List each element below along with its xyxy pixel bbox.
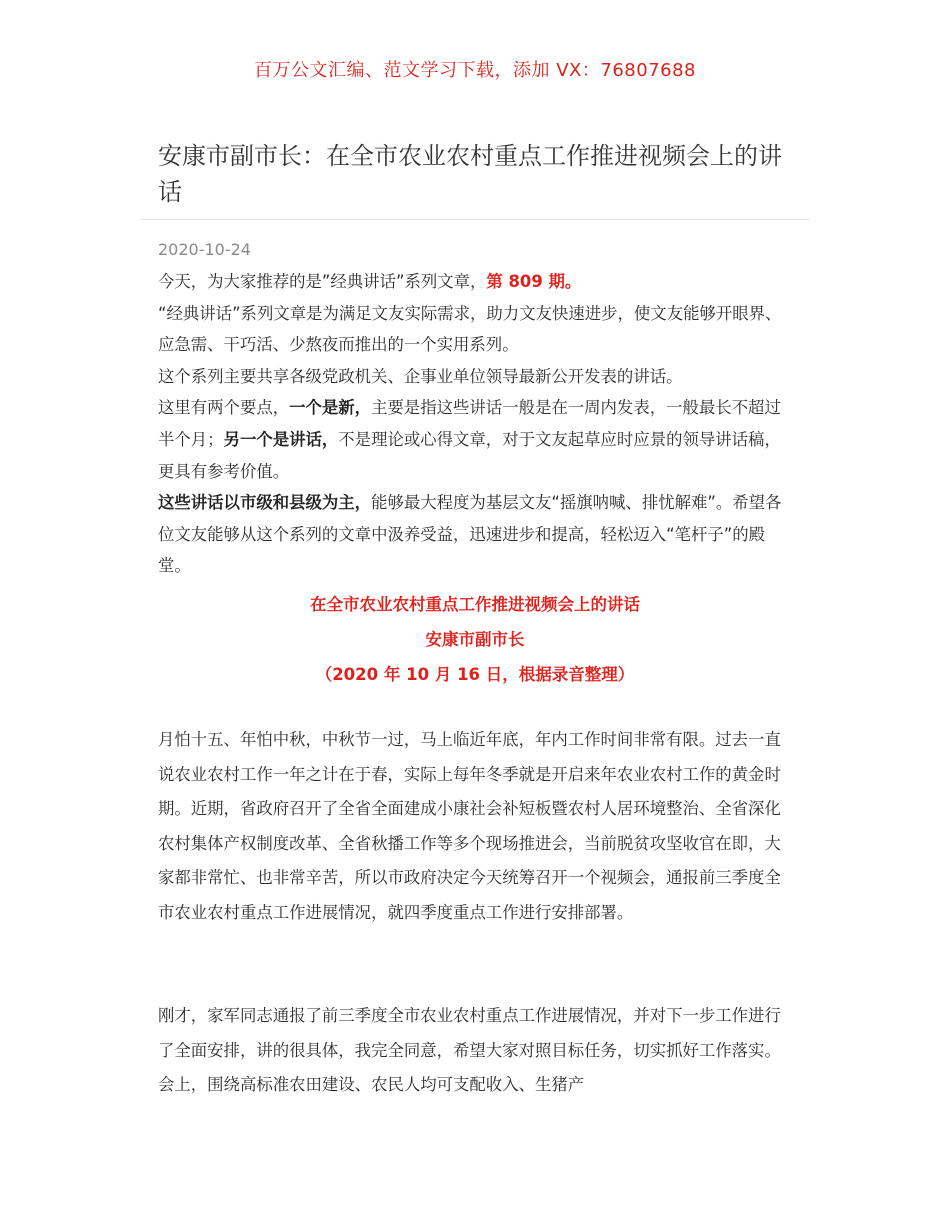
intro-p5-text: 能够最大程度为基层文友“摇旗呐喊、排忧解难”。希望各位文友能够从这个系列的文章中汲养受益，迅速进步和提高，轻松迈入“笔杆子”的殿堂。 <box>158 493 782 576</box>
intro-p1-text-b: ”系列文章， <box>395 272 487 291</box>
intro-paragraph-3: 这个系列主要共享各级党政机关、企事业单位领导最新公开发表的讲话。 <box>158 366 683 386</box>
intro-p4-bold-1: 一个是新， <box>289 398 372 418</box>
intro-paragraph-4 <box>158 392 794 487</box>
issue-number: 第 809 期。 <box>486 272 582 291</box>
intro-p2-series: 经典讲话 <box>166 303 233 323</box>
speech-title: 在全市农业农村重点工作推进视频会上的讲话 <box>310 595 640 614</box>
speech-paragraph-2: 刚才，家军同志通报了前三季度全市农业农村重点工作进展情况，并对下一步工作进行了全面安排，讲的很具体，我完全同意，希望大家对照目标任务，切实抓好工作落实。会上，围绕高标准农田建设、农民人均可支配收入、生猪产 <box>158 1006 781 1094</box>
speech-header <box>0 587 950 692</box>
intro-p4-text-d: 不是理论或心得文章，对于文友起草应时应景的领导讲话稿，更具有参考价值。 <box>158 429 781 481</box>
intro-p4-bold-2: 另一个是讲话， <box>223 429 339 449</box>
speech-speaker: 安康市副市长 <box>425 630 525 649</box>
intro-paragraph-1 <box>158 266 794 298</box>
intro-paragraph-5 <box>158 487 794 582</box>
article-title: 安康市副市长：在全市农业农村重点工作推进视频会上的讲话 <box>158 142 782 206</box>
intro-p5-bold: 这些讲话以市级和县级为主， <box>158 493 372 513</box>
promo-banner: 百万公文汇编、范文学习下载，添加 VX：76807688 <box>254 60 696 81</box>
title-divider <box>140 219 810 220</box>
speech-paragraph-1: 月怕十五、年怕中秋，中秋节一过，马上临近年底，年内工作时间非常有限。过去一直说农业农村工作一年之计在于春，实际上每年冬季就是开启来年农业农村工作的黄金时期。近期，省政府召开了全省全面建成小康社会补短板暨农村人居环境整治、全省深化农村集体产权制度改革、全省秋播工作等多个现场推进会，当前脱贫攻坚收官在即，大家都非常忙、也非常辛苦，所以市政府决定今天统筹召开一个视频会，通报前三季度全市农业农村重点工作进展情况，就四季度重点工作进行安排部署。 <box>158 730 781 922</box>
publish-date: 2020-10-24 <box>158 240 251 259</box>
intro-section <box>158 266 794 582</box>
intro-p1-text-a: 今天，为大家推荐的是” <box>158 272 331 291</box>
speech-note: （2020 年 10 月 16 日，根据录音整理） <box>315 665 635 684</box>
intro-p4-text-a: 这里有两个要点， <box>158 398 290 418</box>
intro-p1-series: 经典讲话 <box>330 272 396 291</box>
intro-p2-quote: “ <box>158 303 167 323</box>
intro-paragraph-2 <box>158 298 794 361</box>
intro-p4-text-c: 主要是指这些讲话一般是在一周内发表，一般最长不超过半个月； <box>158 398 781 449</box>
intro-p2-text: ”系列文章是为满足文友实际需求，助力文友快速进步，使文友能够开眼界、应急需、干巧活、少熬夜而推出的一个实用系列。 <box>158 303 782 355</box>
